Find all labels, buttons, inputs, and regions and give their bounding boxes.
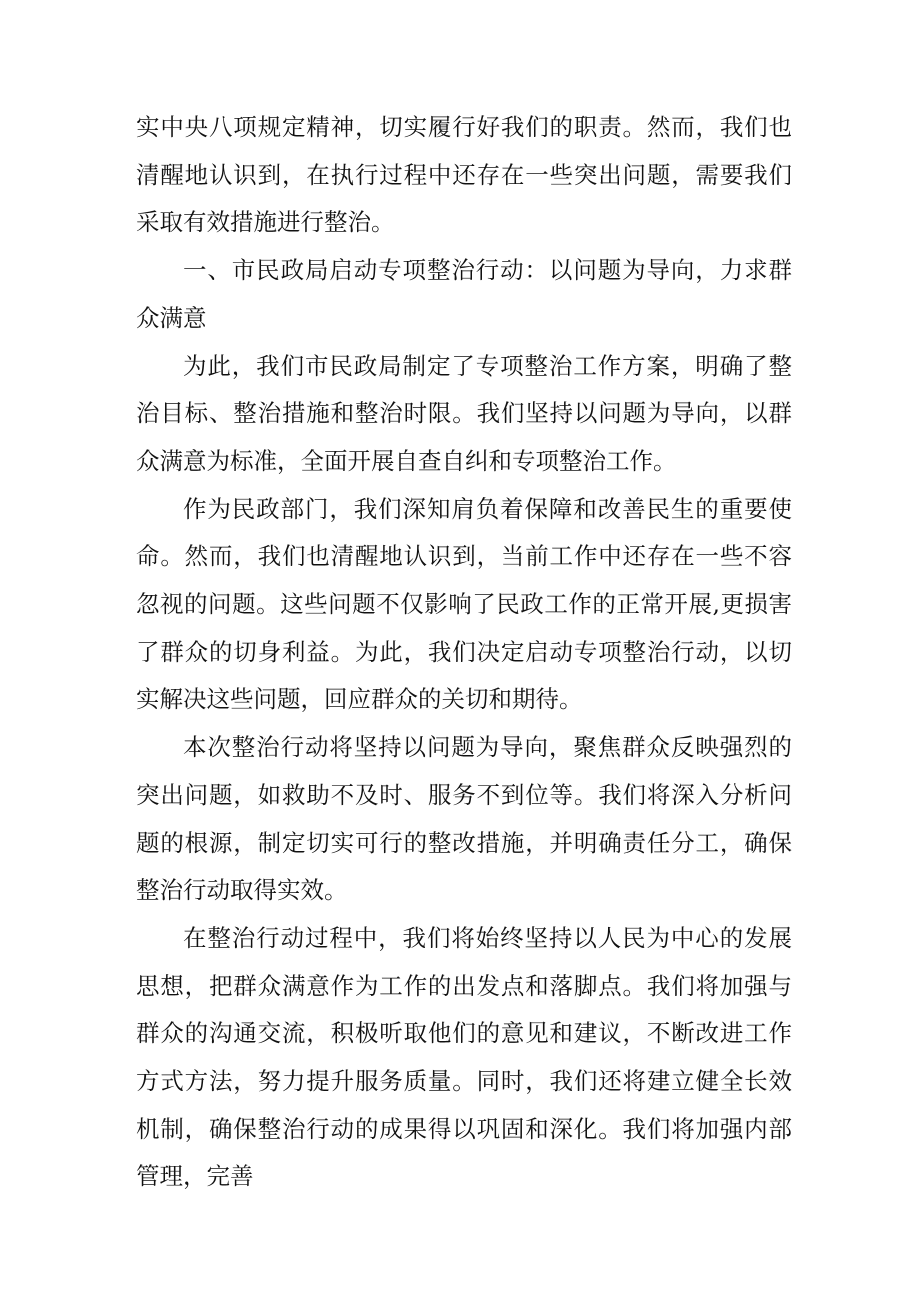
document-body xyxy=(136,104,792,1201)
section-heading: 一、市民政局启动专项整治行动：以问题为导向，力求群众满意 xyxy=(136,256,792,332)
paragraph-continuation: 实中央八项规定精神，切实履行好我们的职责。然而，我们也清醒地认识到，在执行过程中还存在一些突出问题，需要我们采取有效措施进行整治。 xyxy=(136,113,792,237)
paragraph: 作为民政部门，我们深知肩负着保障和改善民生的重要使命。然而，我们也清醒地认识到，当前工作中还存在一些不容忽视的问题。这些问题不仅影响了民政工作的正常开展,更损害了群众的切身利益。为此，我们决定启动专项整治行动，以切实解决这些问题，回应群众的关切和期待。 xyxy=(136,494,792,714)
paragraph: 在整治行动过程中，我们将始终坚持以人民为中心的发展思想，把群众满意作为工作的出发点和落脚点。我们将加强与群众的沟通交流，积极听取他们的意见和建议，不断改进工作方式方法，努力提升服务质量。同时，我们还将建立健全长效机制，确保整治行动的成果得以巩固和深化。我们将加强内部管理，完善 xyxy=(136,923,792,1191)
paragraph: 本次整治行动将坚持以问题为导向，聚焦群众反映强烈的突出问题，如救助不及时、服务不到位等。我们将深入分析问题的根源，制定切实可行的整改措施，并明确责任分工，确保整治行动取得实效。 xyxy=(136,733,792,905)
paragraph: 为此，我们市民政局制定了专项整治工作方案，明确了整治目标、整治措施和整治时限。我们坚持以问题为导向，以群众满意为标准，全面开展自查自纠和专项整治工作。 xyxy=(136,351,792,475)
